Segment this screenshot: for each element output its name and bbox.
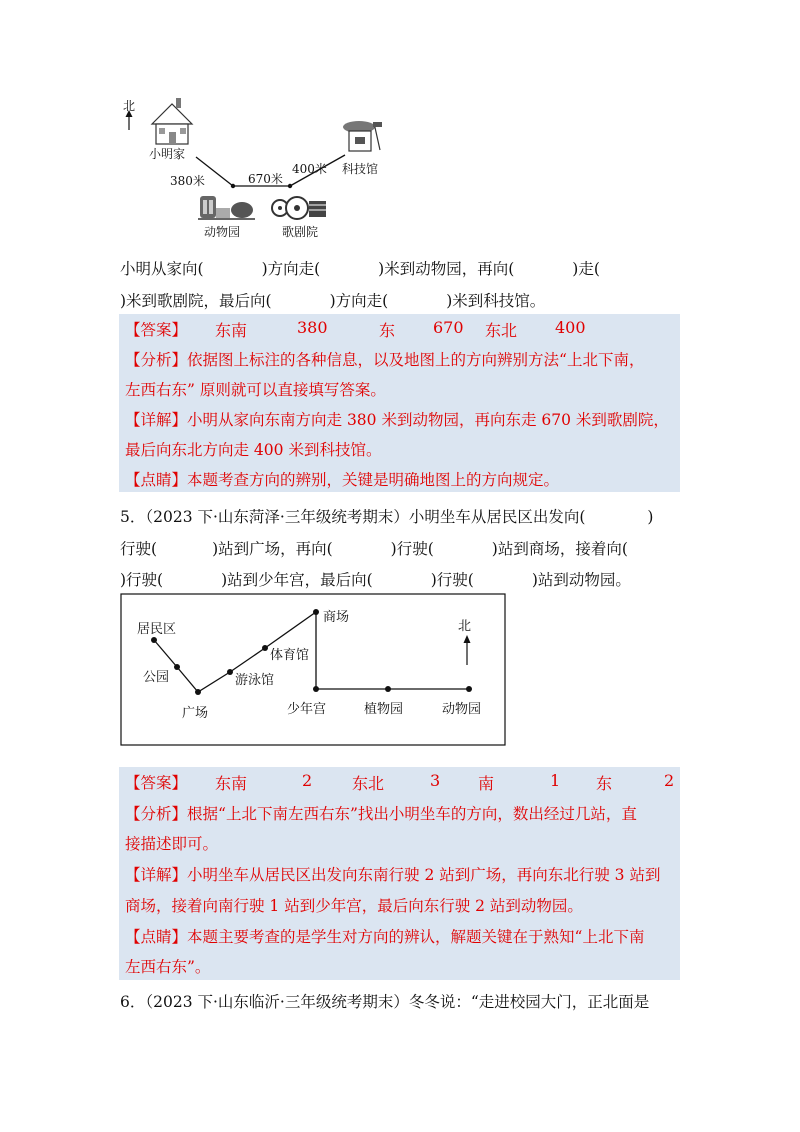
question-4-line-2: )米到歌剧院，最后向( )方向走( )米到科技馆。 bbox=[120, 292, 546, 310]
analysis-line-1: 【分析】依据图上标注的各种信息，以及地图上的方向辨别方法“上北下南， bbox=[125, 351, 645, 369]
question-5-line-3: )行驶( )站到少年宫，最后向( )行驶( )站到动物园。 bbox=[120, 571, 631, 589]
map-label-park: 公园 bbox=[143, 670, 170, 685]
opera-label: 歌剧院 bbox=[282, 225, 319, 239]
answer-value: 东 bbox=[596, 774, 613, 793]
map-north-label: 北 bbox=[458, 619, 472, 634]
comment-line-2: 左西右东”。 bbox=[125, 958, 211, 976]
map-label-youth-palace: 少年宫 bbox=[287, 702, 327, 717]
map-label-gym: 体育馆 bbox=[270, 648, 310, 663]
answer-value: 东北 bbox=[485, 321, 518, 340]
answer-value: 1 bbox=[550, 771, 561, 790]
map-label-pool: 游泳馆 bbox=[235, 673, 275, 688]
distance-label-670: 670米 bbox=[248, 172, 283, 186]
detail-line-1: 【详解】小明坐车从居民区出发向东南行驶 2 站到广场，再向东北行驶 3 站到 bbox=[125, 866, 661, 884]
analysis-line-2: 接描述即可。 bbox=[125, 835, 219, 853]
question-5-line-2: 行驶( )站到广场，再向( )行驶( )站到商场，接着向( bbox=[120, 540, 628, 558]
detail-line-2: 商场，接着向南行驶 1 站到少年宫，最后向东行驶 2 站到动物园。 bbox=[125, 897, 583, 915]
answer-value: 3 bbox=[430, 771, 441, 790]
answer-line: 【答案】 bbox=[125, 774, 188, 792]
home-label: 小明家 bbox=[149, 147, 186, 161]
answer-value: 400 bbox=[555, 318, 586, 337]
map-label-zoo: 动物园 bbox=[442, 702, 482, 717]
analysis-line-1: 【分析】根据“上北下南左西右东”找出小明坐车的方向，数出经过几站，直 bbox=[125, 805, 637, 823]
zoo-label: 动物园 bbox=[204, 225, 241, 239]
distance-label-380: 380米 bbox=[170, 174, 205, 188]
answer-value: 2 bbox=[664, 771, 675, 790]
map-label-botanical: 植物园 bbox=[364, 702, 404, 717]
detail-line-1: 【详解】小明从家向东南方向走 380 米到动物园，再向东走 670 米到歌剧院， bbox=[125, 411, 669, 429]
north-label: 北 bbox=[123, 99, 136, 113]
answer-line: 【答案】 bbox=[125, 321, 188, 339]
answer-value: 东 bbox=[379, 321, 396, 340]
answer-value: 2 bbox=[302, 771, 313, 790]
answer-value: 380 bbox=[297, 318, 328, 337]
map-label-mall: 商场 bbox=[323, 610, 350, 625]
answer-value: 南 bbox=[478, 774, 495, 793]
map-label-square: 广场 bbox=[182, 706, 209, 721]
comment-line-1: 【点睛】本题主要考查的是学生对方向的辨认，解题关键在于熟知“上北下南 bbox=[125, 928, 645, 946]
answer-block-5 bbox=[119, 767, 680, 980]
analysis-line-2: 左西右东” 原则就可以直接填写答案。 bbox=[125, 381, 386, 399]
answer-value: 东北 bbox=[352, 774, 385, 793]
answer-value: 东南 bbox=[215, 321, 248, 340]
question-6-line-1: 6．（2023 下·山东临沂·三年级统考期末）冬冬说：“走进校园大门，正北面是 bbox=[120, 993, 650, 1011]
question-5-line-1: 5．（2023 下·山东菏泽·三年级统考期末）小明坐车从居民区出发向( ) bbox=[120, 508, 654, 526]
distance-label-400: 400米 bbox=[292, 162, 327, 176]
question-4-line-1: 小明从家向( )方向走( )米到动物园，再向( )走( bbox=[120, 260, 600, 278]
map-label-residential: 居民区 bbox=[137, 622, 177, 637]
detail-line-2: 最后向东北方向走 400 米到科技馆。 bbox=[125, 441, 382, 459]
museum-label: 科技馆 bbox=[342, 162, 379, 176]
comment-line: 【点睛】本题考查方向的辨别，关键是明确地图上的方向规定。 bbox=[125, 471, 560, 489]
answer-value: 670 bbox=[433, 318, 464, 337]
answer-value: 东南 bbox=[215, 774, 248, 793]
